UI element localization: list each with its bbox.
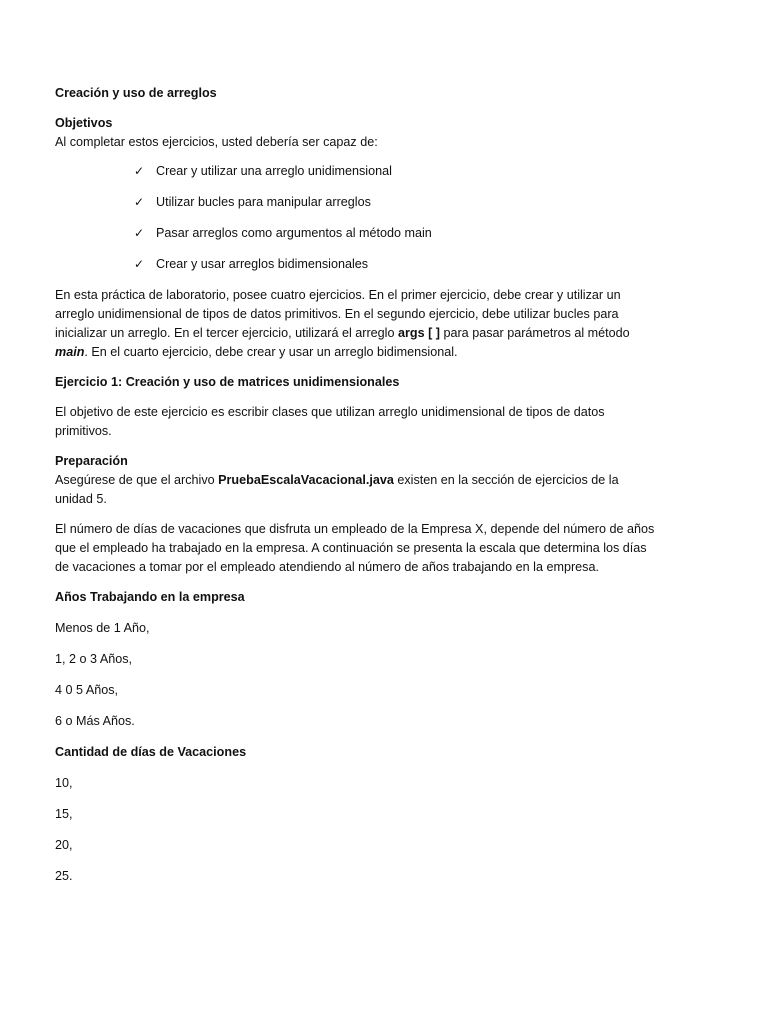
exercise1-description: El número de días de vacaciones que disfruta un empleado de la Empresa X, depende del número de años que el empleado ha trabajado en la empresa. A continuación se presenta la escala que determina los días de vacaciones a tomar por el empleado atendiendo al número de años trabajando en la empresa. — [55, 522, 655, 574]
years-row: 6 o Más Años. — [55, 714, 135, 728]
intro-text-3: . En el cuarto ejercicio, debe crear y usar un arreglo bidimensional. — [84, 345, 458, 359]
years-heading: Años Trabajando en la empresa — [55, 590, 245, 604]
document-page — [55, 84, 655, 898]
args-code: args [ ] — [397, 326, 440, 340]
intro-text-1: En esta práctica de laboratorio, posee cuatro ejercicios. En el primer ejercicio, debe crear y utilizar un arreglo unidimensional de tipos de datos primitivos. En el segundo ejercicio, debe utilizar bucles para inicializar un arreglo. En el tercer ejercicio, utilizará el arreglo — [55, 288, 621, 340]
list-item — [134, 193, 655, 212]
objective-text: Utilizar bucles para manipular arreglos — [156, 195, 371, 209]
preparation-file: PruebaEscalaVacacional.java — [218, 473, 394, 487]
years-row: 4 0 5 Años, — [55, 683, 119, 697]
list-item — [134, 162, 655, 181]
preparation-heading: Preparación — [55, 454, 128, 468]
intro-text-2: para pasar parámetros al método — [439, 326, 630, 340]
objectives-list — [55, 162, 655, 274]
preparation-text — [55, 471, 655, 509]
objectives-intro: Al completar estos ejercicios, usted debería ser capaz de: — [55, 135, 378, 149]
years-row: 1, 2 o 3 Años, — [55, 652, 133, 666]
main-code: main — [55, 345, 85, 359]
days-row: 20, — [55, 838, 73, 852]
objectives-section — [55, 114, 655, 152]
document-title: Creación y uso de arreglos — [55, 86, 217, 100]
checkmark-icon: ✓ — [134, 257, 145, 271]
checkmark-icon: ✓ — [134, 226, 145, 240]
exercise1-heading: Ejercicio 1: Creación y uso de matrices unidimensionales — [55, 375, 400, 389]
preparation-text-2: existen en la sección de ejercicios de la unidad 5. — [55, 473, 619, 506]
preparation-section — [55, 452, 655, 509]
checkmark-icon: ✓ — [134, 164, 145, 178]
exercise1-objective: El objetivo de este ejercicio es escribir clases que utilizan arreglo unidimensional de tipos de datos primitivos. — [55, 405, 605, 438]
list-item — [134, 224, 655, 243]
days-row: 25. — [55, 869, 73, 883]
days-heading: Cantidad de días de Vacaciones — [55, 745, 247, 759]
checkmark-icon: ✓ — [134, 195, 145, 209]
years-row: Menos de 1 Año, — [55, 621, 150, 635]
list-item — [134, 255, 655, 274]
intro-paragraph — [55, 286, 655, 362]
days-row: 10, — [55, 776, 73, 790]
objective-text: Crear y usar arreglos bidimensionales — [156, 257, 369, 271]
objective-text: Crear y utilizar una arreglo unidimensional — [156, 164, 392, 178]
preparation-text-1: Asegúrese de que el archivo — [55, 473, 219, 487]
objectives-heading: Objetivos — [55, 116, 113, 130]
days-row: 15, — [55, 807, 73, 821]
objective-text: Pasar arreglos como argumentos al método main — [156, 226, 432, 240]
